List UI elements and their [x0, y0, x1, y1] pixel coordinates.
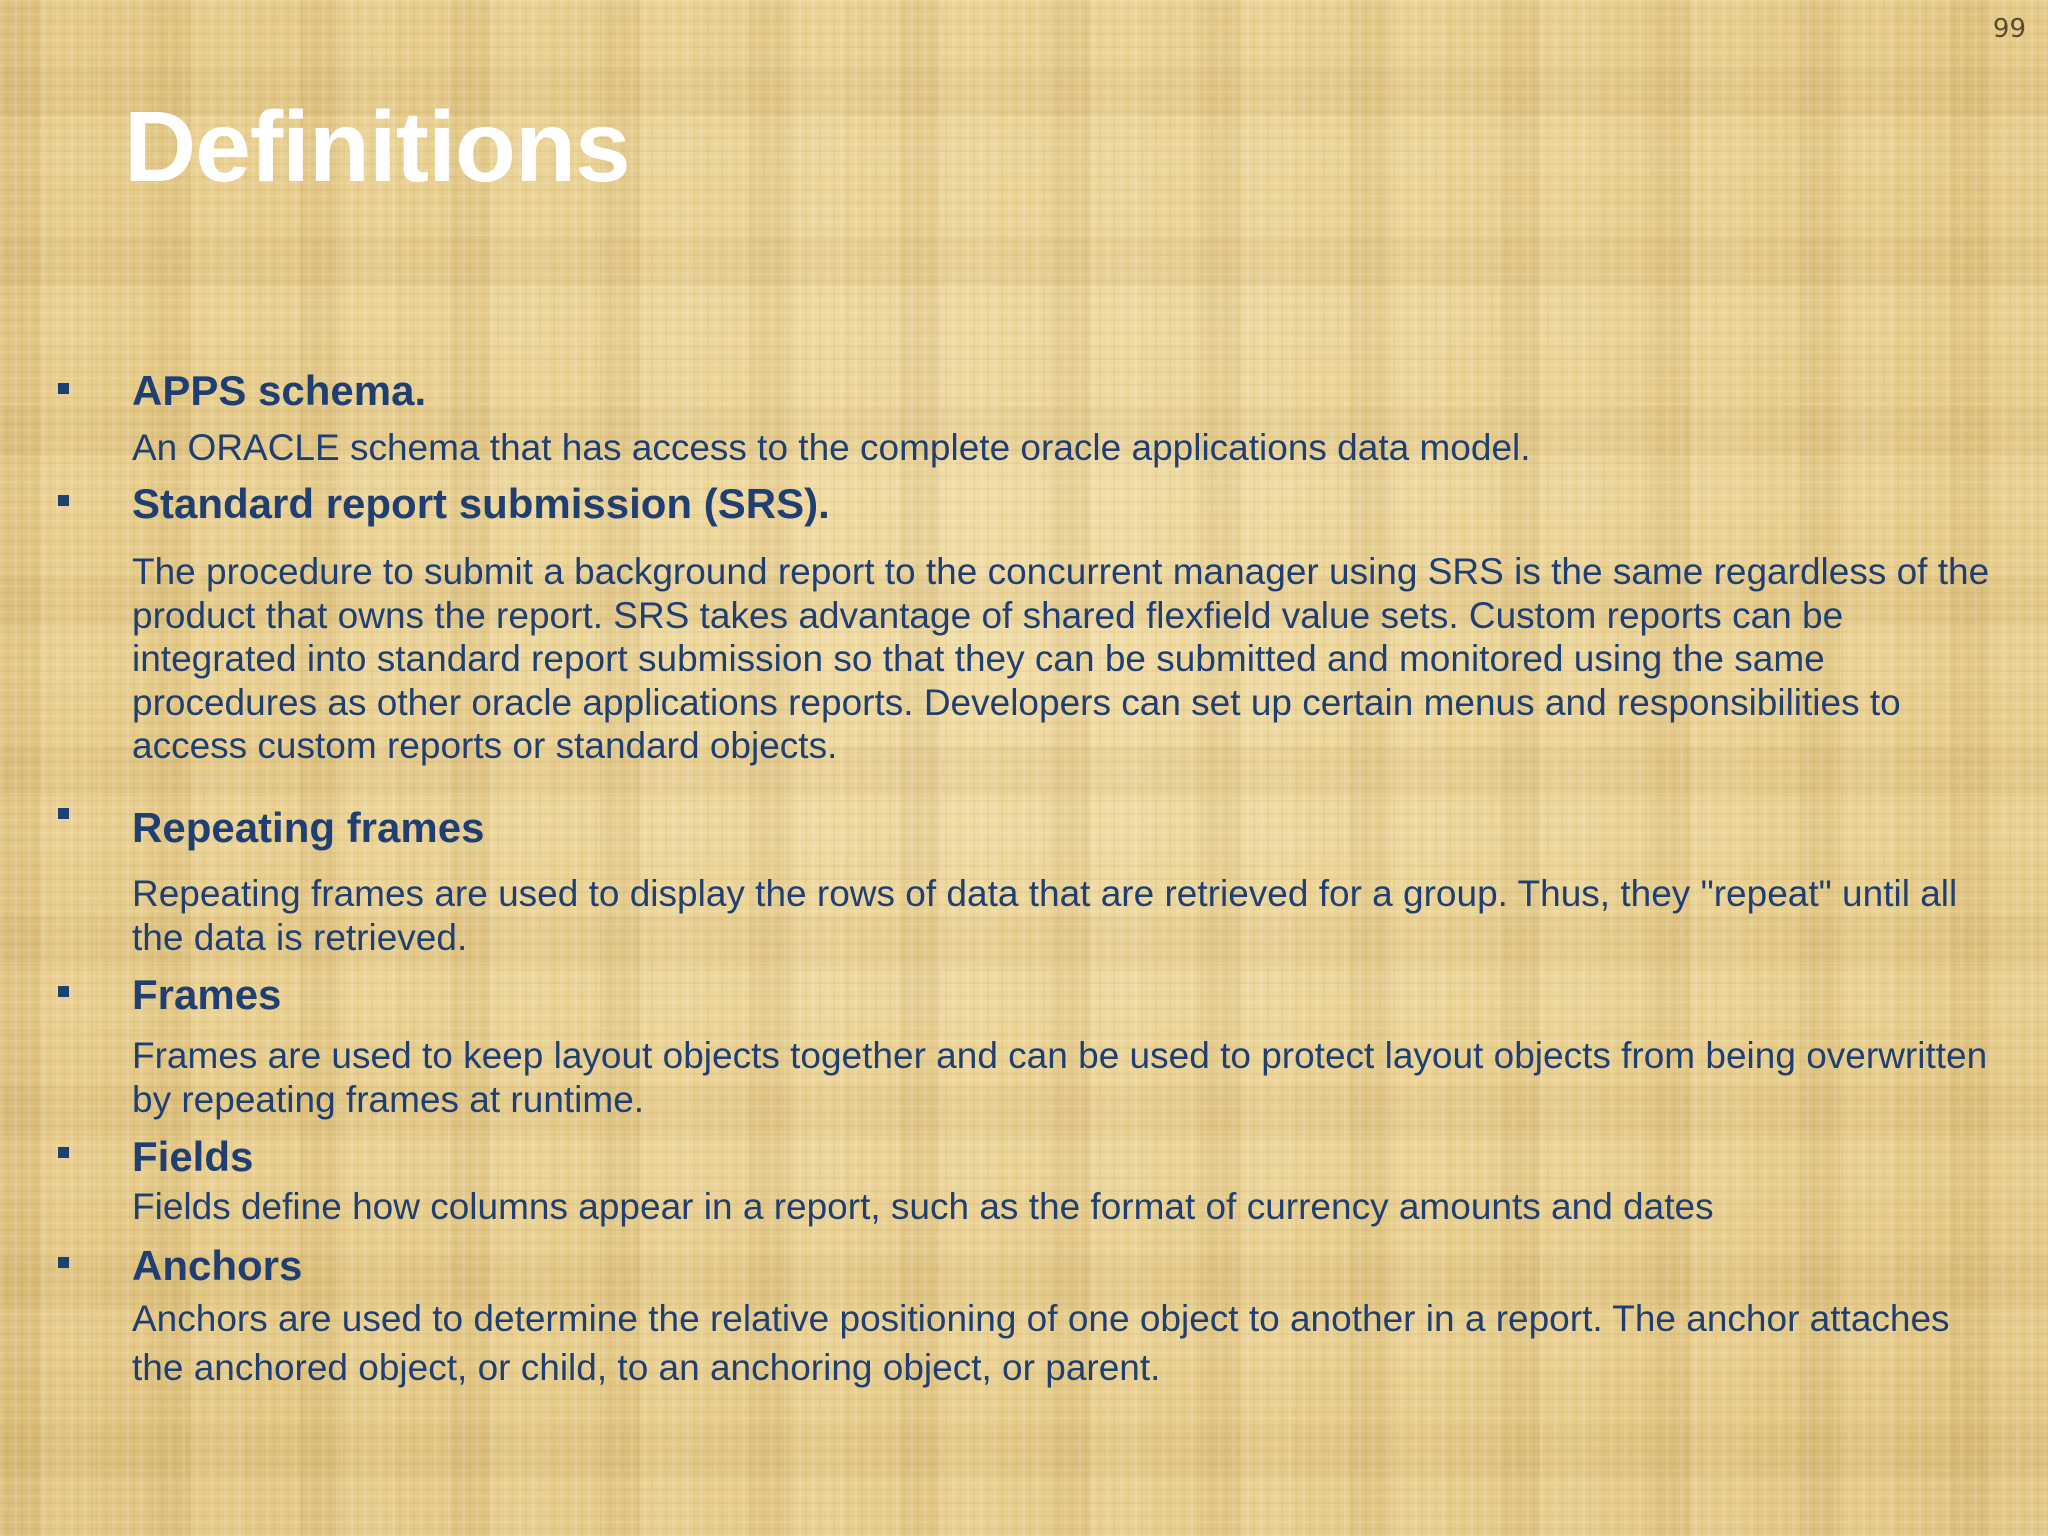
- slide-title: Definitions: [124, 91, 630, 203]
- definition-term: Fields: [132, 1133, 254, 1180]
- square-bullet-icon: [58, 986, 69, 997]
- square-bullet-icon: [58, 1147, 69, 1158]
- definition-term: Frames: [132, 971, 282, 1018]
- definition-description: An ORACLE schema that has access to the complete oracle applications data model.: [132, 427, 1531, 468]
- definition-description: Anchors are used to determine the relative positioning of one object to another in a report. The anchor attaches the anchored object, or child, to an anchoring object, or parent.: [132, 1298, 1950, 1388]
- definition-description: Repeating frames are used to display the rows of data that are retrieved for a group. Thus, they "repeat" until all the data is retrieved.: [132, 873, 1958, 958]
- definition-description: Frames are used to keep layout objects together and can be used to protect layout objects from being overwritten by repeating frames at runtime.: [132, 1035, 1988, 1120]
- page-number: 99: [1992, 14, 2026, 44]
- definition-term: Anchors: [132, 1242, 303, 1289]
- square-bullet-icon: [58, 495, 69, 506]
- square-bullet-icon: [58, 383, 69, 394]
- definition-description: Fields define how columns appear in a report, such as the format of currency amounts and dates: [132, 1186, 1714, 1227]
- square-bullet-icon: [58, 1257, 69, 1268]
- definition-description: The procedure to submit a background report to the concurrent manager using SRS is the same regardless of the product that owns the report. SRS takes advantage of shared flexfield value sets. Custom reports can be integrated into standard report submission so that they can be submitted and monitored using the same procedures as other oracle applications reports. Developers can set up certain menus and responsibilities to access custom reports or standard objects.: [132, 551, 1990, 766]
- definition-term: Repeating frames: [132, 804, 485, 851]
- definition-term: Standard report submission (SRS).: [132, 480, 830, 527]
- square-bullet-icon: [58, 808, 69, 819]
- definition-term: APPS schema.: [132, 367, 427, 414]
